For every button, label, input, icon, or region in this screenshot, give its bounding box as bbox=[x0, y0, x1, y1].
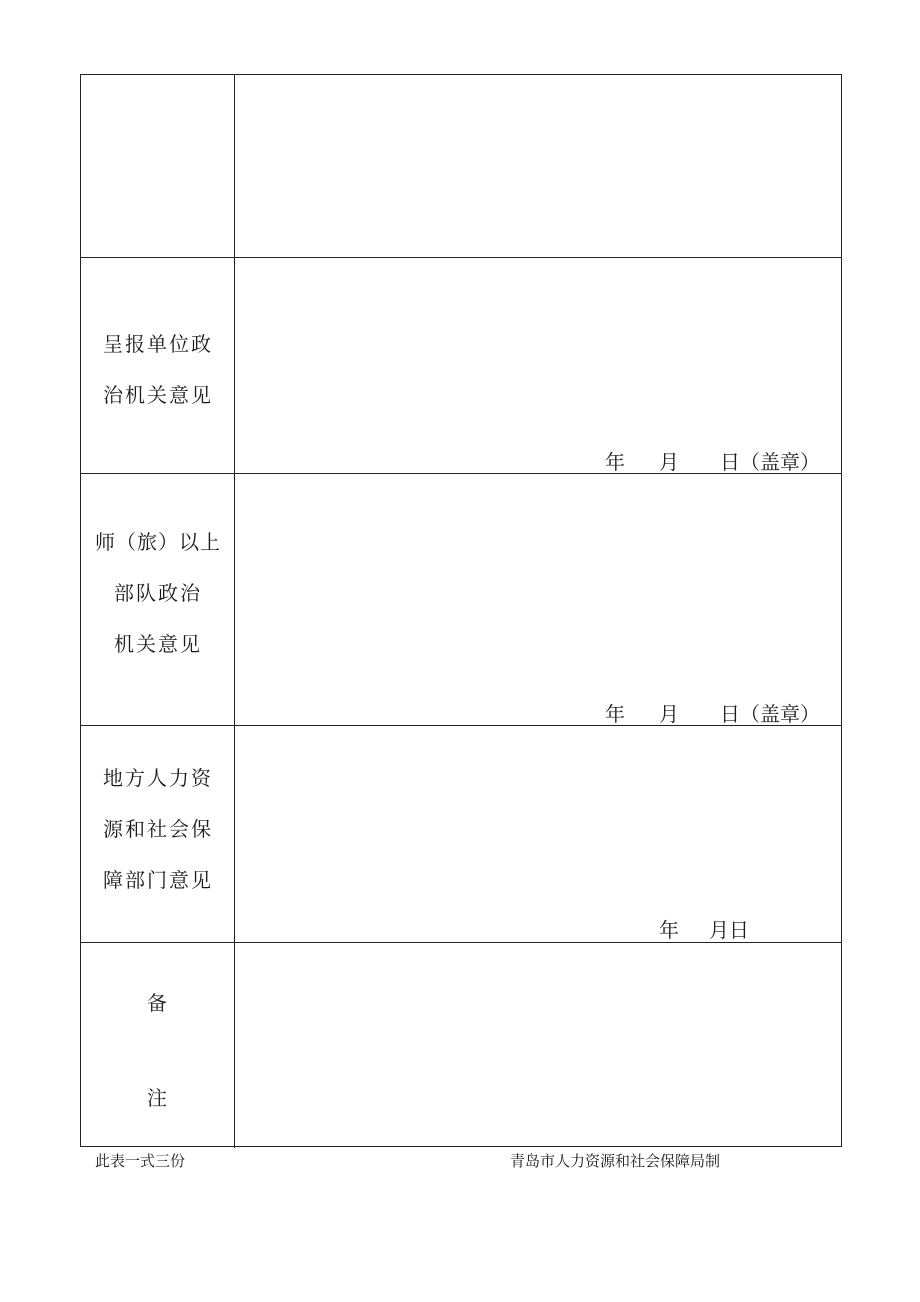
row-label-cell bbox=[81, 474, 235, 725]
row-label-line: 障部门意见 bbox=[103, 868, 213, 892]
row-content-cell[interactable] bbox=[235, 726, 841, 942]
row-label-cell bbox=[81, 943, 235, 1148]
row-label-line: 师（旅）以上 bbox=[95, 530, 221, 554]
row-content-cell[interactable] bbox=[235, 258, 841, 473]
row-label-line: 机关意见 bbox=[114, 632, 202, 656]
date-month-label: 月 bbox=[659, 450, 679, 474]
row-label-line: 地方人力资 bbox=[103, 766, 213, 790]
footer-copies-note: 此表一式三份 bbox=[95, 1152, 186, 1170]
row-label-line: 部队政治 bbox=[114, 581, 202, 605]
row-content-cell[interactable] bbox=[235, 474, 841, 725]
row-label-cell bbox=[81, 726, 235, 942]
row-label-cell bbox=[81, 258, 235, 473]
date-month-day-label: 月日 bbox=[709, 918, 749, 942]
row-label-line: 治机关意见 bbox=[103, 383, 213, 407]
form-row-local-hr-opinion bbox=[81, 725, 841, 942]
form-row-blank bbox=[81, 75, 841, 257]
date-year-label: 年 bbox=[605, 450, 625, 474]
footer-issuer: 青岛市人力资源和社会保障局制 bbox=[510, 1152, 721, 1170]
date-day-seal-label: 日（盖章） bbox=[720, 450, 820, 474]
form-row-reporting-unit-opinion bbox=[81, 257, 841, 473]
remarks-label-char: 备 bbox=[147, 991, 169, 1015]
date-year-label: 年 bbox=[659, 918, 679, 942]
form-row-remarks bbox=[81, 942, 841, 1148]
row-label-line: 源和社会保 bbox=[103, 817, 213, 841]
remarks-label-char: 注 bbox=[147, 1086, 169, 1110]
date-month-label: 月 bbox=[659, 702, 679, 726]
row-content-cell[interactable] bbox=[235, 943, 841, 1148]
form-table bbox=[80, 74, 842, 1147]
date-year-label: 年 bbox=[605, 702, 625, 726]
date-day-seal-label: 日（盖章） bbox=[720, 702, 820, 726]
row-label-cell bbox=[81, 75, 235, 257]
row-label-line: 呈报单位政 bbox=[103, 332, 213, 356]
row-content-cell[interactable] bbox=[235, 75, 841, 257]
form-row-division-opinion bbox=[81, 473, 841, 725]
